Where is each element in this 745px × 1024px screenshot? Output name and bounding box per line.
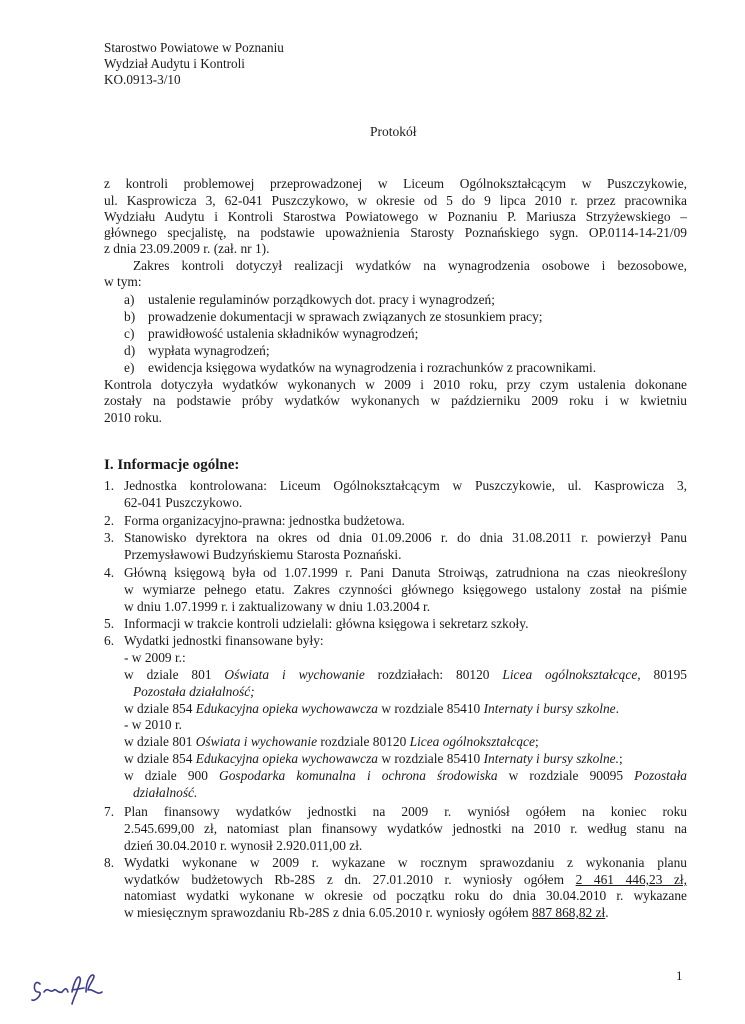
item-number: 7. xyxy=(104,804,115,819)
header-reference: KO.0913-3/10 xyxy=(104,72,181,87)
item-text: Plan finansowy wydatków jednostki na 2009 r. wyniósł ogółem na koniec roku xyxy=(124,804,687,819)
scope-item-label: e) xyxy=(124,360,135,375)
scope-item-text: wypłata wynagrodzeń; xyxy=(148,343,270,358)
scope-item-text: prawidłowość ustalenia składników wynagrodzeń; xyxy=(148,326,419,341)
budget-classification-line: w dziale 801 Oświata i wychowanie rozdziałach: 80120 Licea ogólnokształcące, 80195 xyxy=(124,667,688,682)
item-text: dzień 30.04.2010 r. wynosił 2.920.011,00 zł. xyxy=(124,838,363,853)
item-text: 62-041 Puszczykowo. xyxy=(124,495,243,510)
item-text: w miesięcznym sprawozdaniu Rb-28S z dnia 6.05.2010 r. wyniosły ogółem 887 868,82 zł. xyxy=(124,905,609,920)
scope-intro-line: w tym: xyxy=(104,274,142,289)
year-label: - w 2009 r.: xyxy=(124,650,186,665)
item-number: 3. xyxy=(104,530,115,545)
scope-item-label: c) xyxy=(124,326,135,341)
budget-classification-line: w dziale 801 Oświata i wychowanie rozdziale 80120 Licea ogólnokształcące; xyxy=(124,734,539,749)
page-number: 1 xyxy=(676,968,683,983)
section-heading: I. Informacje ogólne: xyxy=(104,457,240,473)
item-text: natomiast wydatki wykonane w okresie od początku roku do dnia 30.04.2010 r. wykazane xyxy=(124,888,687,903)
control-period-line: 2010 roku. xyxy=(104,410,163,425)
scope-item-text: ustalenie regulaminów porządkowych dot. pracy i wynagrodzeń; xyxy=(148,292,495,307)
item-text: Forma organizacyjno-prawna: jednostka budżetowa. xyxy=(124,513,405,528)
intro-line: z kontroli problemowej przeprowadzonej w Liceum Ogólnokształcącym w Puszczykowie, xyxy=(104,176,687,191)
scope-item-label: b) xyxy=(124,309,136,324)
scope-item-label: a) xyxy=(124,292,135,307)
control-period-line: Kontrola dotyczyła wydatków wykonanych w 2009 i 2010 roku, przy czym ustalenia dokonane xyxy=(104,377,687,392)
budget-classification-line: działalność. xyxy=(133,785,198,800)
amount-2010: 887 868,82 zł xyxy=(531,905,606,920)
item-text: Stanowisko dyrektora na okres od dnia 01.09.2006 r. do dnia 31.08.2011 r. powierzył Panu xyxy=(124,530,687,545)
budget-classification-line: w dziale 854 Edukacyjna opieka wychowawcza w rozdziale 85410 Internaty i bursy szkolne.; xyxy=(124,751,623,766)
budget-classification-line: w dziale 854 Edukacyjna opieka wychowawcza w rozdziale 85410 Internaty i bursy szkolne. xyxy=(124,701,619,716)
amount-2009: 2 461 446,23 zł, xyxy=(575,872,687,887)
year-label: - w 2010 r. xyxy=(124,717,183,732)
item-number: 4. xyxy=(104,565,115,580)
scope-item-label: d) xyxy=(124,343,136,358)
intro-line: Wydziału Audytu i Kontroli Starostwa Powiatowego w Poznaniu P. Mariusza Strzyżewskiego – xyxy=(104,209,687,224)
header-institution: Starostwo Powiatowe w Poznaniu xyxy=(104,40,284,55)
intro-line: z dnia 23.09.2009 r. (zał. nr 1). xyxy=(104,241,270,256)
budget-classification-line: w dziale 900 Gospodarka komunalna i ochrona środowiska w rozdziale 90095 Pozostała xyxy=(124,768,687,783)
item-text: Wydatki wykonane w 2009 r. wykazane w rocznym sprawozdaniu z wykonania planu xyxy=(124,855,687,870)
control-period-line: zostały na podstawie próby wydatków wykonanych w październiku 2009 roku i w kwietniu xyxy=(104,393,687,408)
item-number: 6. xyxy=(104,633,115,648)
scope-item-text: prowadzenie dokumentacji w sprawach związanych ze stosunkiem pracy; xyxy=(148,309,543,324)
item-text: w wymiarze pełnego etatu. Zakres czynności głównego księgowego ustalony został na piśmie xyxy=(124,582,687,597)
item-text: Wydatki jednostki finansowane były: xyxy=(124,633,324,648)
scope-item-text: ewidencja księgowa wydatków na wynagrodzenia i rozrachunków z pracownikami. xyxy=(148,360,597,375)
intro-line: ul. Kasprowicza 3, 62-041 Puszczykowo, w okresie od 5 do 9 lipca 2010 r. przez pracownika xyxy=(104,193,687,208)
item-text: wydatków budżetowych Rb-28S z dn. 27.01.2010 r. wyniosły ogółem 2 461 446,23 zł, xyxy=(124,872,687,887)
item-text: 2.545.699,00 zł, natomiast plan finansowy wydatków jednostki na 2010 r. według stanu na xyxy=(124,821,687,836)
budget-classification-line: Pozostała działalność; xyxy=(133,684,255,699)
item-text: Przemysławowi Budzyńskiemu Starosta Poznański. xyxy=(124,547,402,562)
document-title: Protokół xyxy=(370,124,417,139)
item-text: w dniu 1.07.1999 r. i zaktualizowany w dniu 1.03.2004 r. xyxy=(124,599,431,614)
item-number: 8. xyxy=(104,855,115,870)
item-number: 1. xyxy=(104,478,115,493)
item-text: Jednostka kontrolowana: Liceum Ogólnokształcącym w Puszczykowie, ul. Kasprowicza 3, xyxy=(124,478,687,493)
handwritten-signature xyxy=(28,962,128,1008)
item-number: 5. xyxy=(104,616,115,631)
header-department: Wydział Audytu i Kontroli xyxy=(104,56,245,71)
item-number: 2. xyxy=(104,513,115,528)
item-text: Informacji w trakcie kontroli udzielali: główna księgowa i sekretarz szkoły. xyxy=(124,616,529,631)
item-text: Główną księgową była od 1.07.1999 r. Pani Danuta Stroiwąs, zatrudniona na czas nieokreślony xyxy=(124,565,687,580)
intro-line: głównego specjalistę, na podstawie upoważnienia Starosty Poznańskiego sygn. OP.0114-14-21/09 xyxy=(104,225,687,240)
scope-intro-line: Zakres kontroli dotyczył realizacji wydatków na wynagrodzenia osobowe i bezosobowe, xyxy=(133,258,687,273)
